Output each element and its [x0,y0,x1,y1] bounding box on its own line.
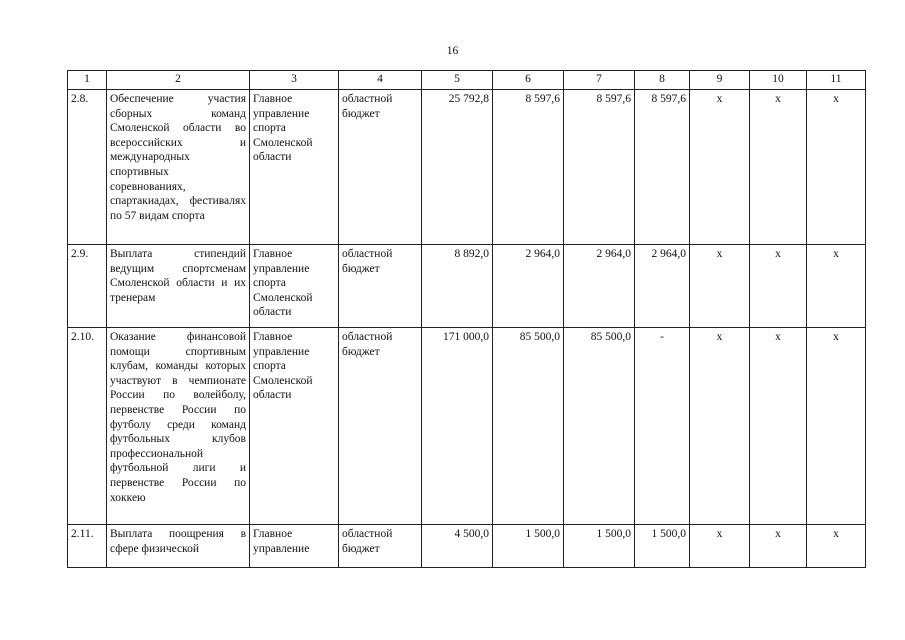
row-year-1: 85 500,0 [493,328,564,525]
page-number: 16 [446,45,459,57]
table-header-row [68,71,866,90]
table-row [68,245,866,328]
row-col-9: х [690,525,750,568]
row-col-11: х [807,328,866,525]
row-col-10: х [750,328,807,525]
row-col-11: х [807,525,866,568]
header-cell: 6 [493,71,564,90]
row-col-10: х [750,90,807,245]
table-row [68,90,866,245]
row-col-9: х [690,328,750,525]
table-row [68,525,866,568]
row-year-2: 1 500,0 [564,525,635,568]
row-funding-source: областной бюджет [339,525,422,568]
row-funding-source: областной бюджет [339,90,422,245]
row-year-3: 8 597,6 [635,90,690,245]
row-description: Выплата поощрения в сфере физической [107,525,250,568]
row-description: Оказание финансовой помощи спортивным клубам, команды которых участвуют в чемпионате России по волейболу, первенстве России по футболу среди команд футбольных клубов профессиональной футбольной лиги и первенстве России по хоккею [107,328,250,525]
row-col-11: х [807,90,866,245]
row-col-10: х [750,525,807,568]
header-cell: 4 [339,71,422,90]
row-executor: Главное управление спорта Смоленской области [250,90,339,245]
header-cell: 9 [690,71,750,90]
row-total: 25 792,8 [422,90,493,245]
row-year-2: 2 964,0 [564,245,635,328]
header-cell: 10 [750,71,807,90]
row-executor: Главное управление спорта Смоленской области [250,328,339,525]
row-executor: Главное управление [250,525,339,568]
row-total: 8 892,0 [422,245,493,328]
row-year-3: 1 500,0 [635,525,690,568]
budget-table [67,70,866,568]
row-total: 171 000,0 [422,328,493,525]
row-col-9: х [690,90,750,245]
row-description: Обеспечение участия сборных команд Смоленской области во всероссийских и международных спортивных соревнованиях, спартакиадах, фестивалях по 57 видам спорта [107,90,250,245]
row-description: Выплата стипендий ведущим спортсменам Смоленской области и их тренерам [107,245,250,328]
row-number: 2.10. [68,328,107,525]
row-year-3: 2 964,0 [635,245,690,328]
row-year-1: 8 597,6 [493,90,564,245]
row-year-2: 85 500,0 [564,328,635,525]
row-number: 2.9. [68,245,107,328]
header-cell: 2 [107,71,250,90]
row-col-11: х [807,245,866,328]
row-total: 4 500,0 [422,525,493,568]
row-year-2: 8 597,6 [564,90,635,245]
row-year-3: - [635,328,690,525]
header-cell: 11 [807,71,866,90]
row-col-10: х [750,245,807,328]
table-row [68,328,866,525]
row-funding-source: областной бюджет [339,245,422,328]
row-year-1: 2 964,0 [493,245,564,328]
header-cell: 5 [422,71,493,90]
row-number: 2.8. [68,90,107,245]
header-cell: 3 [250,71,339,90]
row-executor: Главное управление спорта Смоленской области [250,245,339,328]
row-year-1: 1 500,0 [493,525,564,568]
header-cell: 8 [635,71,690,90]
header-cell: 7 [564,71,635,90]
row-funding-source: областной бюджет [339,328,422,525]
row-number: 2.11. [68,525,107,568]
row-col-9: х [690,245,750,328]
header-cell: 1 [68,71,107,90]
